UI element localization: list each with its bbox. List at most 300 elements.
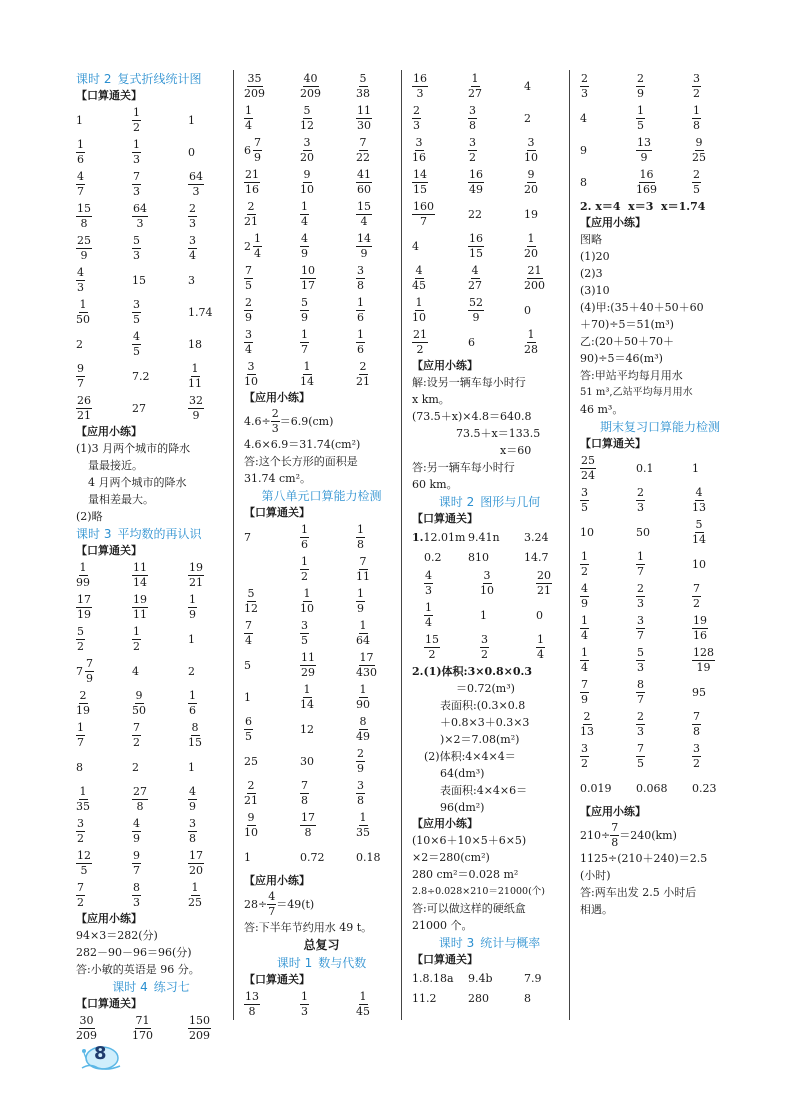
grid-item [188,1012,234,1044]
grid-item: 0 [536,608,543,622]
application-label: 【应用小练】 [412,359,478,372]
grid-item: 18 [188,337,202,351]
fraction: $\frac{1}{5}$ [637,103,644,132]
fraction: $\frac{7}{8}$ [693,709,700,738]
grid-item [244,166,300,198]
fraction: $\frac{1}{4}$ [254,231,261,260]
grid-item [580,612,636,644]
grid-item [244,134,300,166]
fraction: $\frac{1}{6}$ [357,327,364,356]
oral-label: 【口算通关】 [412,512,478,525]
fraction: $\frac{9}{10}$ [300,167,314,196]
application-label: 【应用小练】 [76,912,142,925]
fraction: $\frac{30}{209}$ [76,1013,97,1042]
answer-line: x km。 [412,393,450,406]
answer-line: 90)÷5＝46(m³) [580,352,663,365]
fraction: $\frac{1}{2}$ [301,554,308,583]
answer-line: 64(dm³) [440,767,485,780]
grid-item [692,612,738,644]
mixed-number: 7 $\frac{7}{9}$ [76,656,93,685]
lesson-heading: 课时 3 统计与概率 [438,936,541,950]
grid-item [580,548,636,580]
fraction: $\frac{2}{21}$ [356,359,370,388]
fraction: $\frac{2}{9}$ [245,295,252,324]
fraction: $\frac{1}{6}$ [77,137,84,166]
fraction: $\frac{4}{9}$ [301,231,308,260]
page-number: 8 [94,1043,107,1064]
fraction: $\frac{9}{50}$ [132,688,146,717]
grid-item [300,809,356,841]
grid-item [132,328,188,360]
grid-item: 22 [468,207,482,221]
fraction: $\frac{1}{3}$ [301,989,308,1018]
fraction: $\frac{1}{6}$ [189,688,196,717]
mixed-number: 2 $\frac{1}{4}$ [244,231,261,260]
column-1 [70,70,226,1042]
fraction: $\frac{1}{14}$ [300,682,314,711]
grid-item [132,815,188,847]
grid-item: 2 [76,337,83,351]
grid-item [356,166,402,198]
fraction: $\frac{1}{25}$ [188,880,202,909]
answer-line: 答:小敏的英语是 96 分。 [76,963,200,976]
oral-label: 【口算通关】 [76,544,142,557]
grid-item: 0.72 [300,850,325,864]
application-label: 【应用小练】 [412,817,478,830]
answer-grid [412,70,567,358]
fraction: $\frac{21}{200}$ [524,263,545,292]
grid-item: 8 [76,760,83,774]
page-number-badge [78,1041,122,1071]
fraction: $\frac{3}{2}$ [693,741,700,770]
grid-item [524,230,570,262]
fraction: $\frac{41}{60}$ [357,167,371,196]
fraction: $\frac{9}{7}$ [133,848,140,877]
grid-item [580,676,636,708]
fraction: $\frac{4}{3}$ [77,265,84,294]
grid-item: 12 [300,722,314,736]
fraction: $\frac{1}{99}$ [76,560,90,589]
grid-item [468,70,524,102]
grid-item [692,516,738,548]
fraction: $\frac{3}{10}$ [524,135,538,164]
fraction: $\frac{17}{19}$ [77,592,91,621]
grid-item [356,553,402,585]
grid-item [300,326,356,358]
grid-item [300,230,356,262]
answer-line: 2.(1)体积:3×0.8×0.3 [412,665,532,678]
grid-item: 3.24 [524,530,549,544]
grid-item [468,102,524,134]
grid-item: 3 [188,273,195,287]
fraction: $\frac{16}{169}$ [636,167,657,196]
fraction: $\frac{13}{8}$ [245,989,259,1018]
grid-item [76,232,132,264]
fraction: $\frac{7}{11}$ [356,554,370,583]
grid-item: 2 [524,111,531,125]
answer-line: 94×3＝282(分) [76,929,158,942]
answer-line: 答:两车出发 2.5 小时后 [580,886,697,899]
fraction: $\frac{1}{90}$ [356,682,370,711]
grid-item [76,200,132,232]
grid-item: 0.019 [580,781,612,795]
fraction: $\frac{3}{8}$ [189,816,196,845]
fraction: $\frac{3}{5}$ [581,485,588,514]
grid-item [636,740,692,772]
fraction: $\frac{1}{10}$ [300,586,314,615]
answer-line: 表面积:4×4×6＝ [440,784,528,797]
fraction: $\frac{1}{6}$ [301,522,308,551]
answer-line: 答:可以做这样的硬纸盒 [412,902,526,915]
grid-item [300,681,356,713]
answer-line: 1125÷(210＋240)＝2.5 [580,852,708,865]
fraction: $\frac{5}{12}$ [300,103,314,132]
grid-item [76,392,132,424]
column-3 [401,70,567,1020]
grid-item: 1 [692,461,699,475]
grid-item [356,585,402,617]
fraction: $\frac{7}{22}$ [356,135,370,164]
fraction: $\frac{4}{5}$ [133,329,140,358]
fraction: $\frac{3}{2}$ [581,741,588,770]
grid-item: 5 [244,658,251,672]
fraction: $\frac{5}{38}$ [356,71,370,100]
grid-item [356,988,402,1020]
fraction: $\frac{7}{5}$ [637,741,644,770]
answer-line: 4 月两个城市的降水 [88,476,187,489]
grid-item [468,294,524,326]
answer-line: (4)甲:(35＋40＋50＋60 [580,301,704,314]
grid-item [580,644,636,676]
grid-item: 0.1 [636,461,654,475]
grid-item [244,809,300,841]
grid-item [468,262,524,294]
grid-item: 7.9 [524,971,542,985]
fraction: $\frac{2}{3}$ [271,406,279,435]
grid-item [76,655,132,687]
fraction: $\frac{17}{20}$ [189,848,203,877]
grid-item [76,168,132,200]
grid-item [244,617,300,649]
fraction: $\frac{9}{25}$ [692,135,706,164]
grid-item [580,452,636,484]
grid-item [412,70,468,102]
grid-item: 0 [188,145,195,159]
grid-item [524,326,570,358]
fraction: $\frac{52}{9}$ [469,295,483,324]
fraction: $\frac{16}{15}$ [469,231,483,260]
grid-item: 1. 12.01m [412,530,466,544]
grid-item: 9 [580,143,587,157]
fraction: $\frac{12}{5}$ [77,848,91,877]
fraction: $\frac{2}{21}$ [244,778,258,807]
grid-item [356,326,402,358]
grid-item [636,676,692,708]
grid-item [300,521,356,553]
grid-item [300,166,356,198]
fraction: $\frac{7}{8}$ [611,820,619,849]
answer-line: (1)20 [580,250,610,263]
grid-item [188,783,234,815]
grid-item [636,612,692,644]
grid-item: 4 [132,664,139,678]
unit-heading: 第八单元口算能力检测 [261,489,382,503]
grid-item: 810 [468,550,489,564]
fraction: $\frac{7}{9}$ [254,135,261,164]
grid-item [244,585,300,617]
fraction: $\frac{1}{10}$ [412,295,426,324]
answer-line: 图略 [580,233,602,246]
answer-grid [76,559,226,911]
grid-item: 27 [132,401,146,415]
answer-line: ＋70)÷5＝51(m³) [580,318,674,331]
grid-item: 10 [692,557,706,571]
fraction: $\frac{3}{5}$ [133,297,140,326]
fraction: $\frac{2}{3}$ [637,581,644,610]
grid-item [356,681,402,713]
grid-item [188,815,234,847]
grid-item [244,358,300,390]
fraction: $\frac{15}{4}$ [357,199,371,228]
grid-item [76,296,132,328]
fraction: $\frac{6}{5}$ [245,714,252,743]
grid-item [524,134,570,166]
grid-item [132,623,188,655]
fraction: $\frac{13}{9}$ [637,135,651,164]
grid-item [636,70,692,102]
fraction: $\frac{14}{9}$ [357,231,371,260]
fraction: $\frac{1}{27}$ [468,71,482,100]
answer-line: (3)10 [580,284,610,297]
fraction: $\frac{3}{8}$ [469,103,476,132]
grid-item [412,294,468,326]
fraction: $\frac{1}{4}$ [581,645,588,674]
fraction: $\frac{7}{2}$ [77,880,84,909]
grid-item [480,567,536,599]
grid-item: 1 [76,113,83,127]
answer-grid [412,567,567,663]
grid-item [76,623,132,655]
grid-item [692,134,738,166]
grid-item [300,358,356,390]
fraction: $\frac{1}{8}$ [693,103,700,132]
grid-item [356,358,402,390]
grid-item [244,262,300,294]
fraction: $\frac{3}{10}$ [244,359,258,388]
fraction: $\frac{7}{8}$ [301,778,308,807]
grid-item: 1 [188,632,195,646]
fraction: $\frac{11}{30}$ [357,103,371,132]
answer-line: )×2＝7.08(m²) [440,733,520,746]
grid-item [132,200,188,232]
fraction: $\frac{2}{5}$ [693,167,700,196]
grid-item: 0.18 [356,850,381,864]
application-label: 【应用小练】 [580,805,646,818]
fraction: $\frac{2}{3}$ [189,201,196,230]
lesson-heading: 课时 4 练习七 [112,980,190,994]
answer-line: 28÷ $\frac{4}{7}$ ＝49(t) [244,889,315,918]
fraction: $\frac{64}{3}$ [189,169,203,198]
fraction: $\frac{1}{9}$ [189,592,196,621]
fraction: $\frac{3}{8}$ [357,778,364,807]
grid-item [692,166,738,198]
answer-line: (2)体积:4×4×4＝ [424,750,516,763]
grid-item [244,988,300,1020]
fraction: $\frac{8}{15}$ [188,720,202,749]
grid-item: 4 [580,111,587,125]
grid-item [692,70,738,102]
grid-item [76,591,132,623]
grid-item [580,708,636,740]
grid-item: 15 [132,273,146,287]
fraction: $\frac{7}{2}$ [133,720,140,749]
fraction: $\frac{1}{20}$ [524,231,538,260]
answer-line: ＋0.8×3＋0.3×3 [440,716,530,729]
fraction: $\frac{19}{11}$ [133,592,147,621]
fraction: $\frac{1}{2}$ [133,624,140,653]
fraction: $\frac{9}{20}$ [524,167,538,196]
grid-item [188,847,234,879]
answer-grid [76,104,226,424]
grid-item [356,262,402,294]
grid-item [356,617,402,649]
grid-item [692,644,738,676]
grid-item [412,326,468,358]
fraction: $\frac{1}{8}$ [357,522,364,551]
fraction: $\frac{26}{21}$ [77,393,91,422]
answer-line: 答:这个长方形的面积是 [244,455,358,468]
fraction: $\frac{3}{2}$ [77,816,84,845]
fraction: $\frac{1}{4}$ [301,199,308,228]
grid-item [244,326,300,358]
grid-item [356,294,402,326]
grid-item [132,136,188,168]
fraction: $\frac{8}{3}$ [133,880,140,909]
grid-item [356,521,402,553]
grid-item [188,168,234,200]
grid-item [76,783,132,815]
grid-item: 1 [188,113,195,127]
grid-item [636,484,692,516]
answer-line: 答:下半年节约用水 49 t。 [244,921,373,934]
answer-line: 乙:(20＋50＋70＋ [580,335,674,348]
fraction: $\frac{32}{9}$ [189,393,203,422]
fraction: $\frac{1}{7}$ [77,720,84,749]
fraction: $\frac{2}{19}$ [76,688,90,717]
fraction: $\frac{3}{2}$ [481,632,488,661]
fraction: $\frac{19}{16}$ [693,613,707,642]
answer-line: (2)略 [76,510,103,523]
fraction: $\frac{3}{2}$ [693,71,700,100]
fraction: $\frac{5}{9}$ [301,295,308,324]
grid-item [132,879,188,911]
fraction: $\frac{19}{21}$ [189,560,203,589]
fraction: $\frac{16}{49}$ [469,167,483,196]
grid-item [300,198,356,230]
answer-grid [244,521,399,873]
fraction: $\frac{4}{45}$ [412,263,426,292]
answer-line: 282－90－96＝96(分) [76,946,192,959]
answer-grid [580,70,740,198]
grid-item [356,70,402,102]
mixed-number: 6 $\frac{7}{9}$ [244,135,261,164]
fraction: $\frac{1}{4}$ [245,103,252,132]
grid-item: 30 [300,754,314,768]
fraction: $\frac{3}{2}$ [469,135,476,164]
answer-line: ×2＝280(cm²) [412,851,490,864]
grid-item [132,232,188,264]
fraction: $\frac{64}{3}$ [133,201,147,230]
fraction: $\frac{5}{3}$ [637,645,644,674]
fraction: $\frac{71}{170}$ [132,1013,153,1042]
grid-item [356,713,402,745]
answer-grid [412,968,567,1008]
application-label: 【应用小练】 [244,391,310,404]
fraction: $\frac{4}{27}$ [468,263,482,292]
fraction: $\frac{4}{3}$ [425,568,432,597]
fraction: $\frac{11}{29}$ [301,650,315,679]
answer-line: (1)3 月两个城市的降水 [76,442,191,455]
fraction: $\frac{2}{13}$ [580,709,594,738]
grid-item [244,777,300,809]
fraction: $\frac{3}{8}$ [357,263,364,292]
fraction: $\frac{1}{64}$ [356,618,370,647]
grid-item [132,687,188,719]
fraction: $\frac{1}{6}$ [357,295,364,324]
grid-item [132,1012,188,1044]
grid-item [244,230,300,262]
fraction: $\frac{35}{209}$ [244,71,265,100]
fraction: $\frac{5}{2}$ [77,624,84,653]
fraction: $\frac{3}{4}$ [189,233,196,262]
fraction: $\frac{4}{9}$ [581,581,588,610]
answer-line: x＝60 [500,444,532,457]
fraction: $\frac{1}{7}$ [637,549,644,578]
fraction: $\frac{5}{3}$ [133,233,140,262]
oral-label: 【口算通关】 [76,997,142,1010]
grid-item [424,631,480,663]
fraction: $\frac{15}{2}$ [425,632,439,661]
fraction: $\frac{2}{3}$ [637,485,644,514]
grid-item [356,134,402,166]
answer-line: 量相差最大。 [88,493,154,506]
grid-item: 8 [524,991,531,1005]
fraction: $\frac{128}{19}$ [693,645,714,674]
fraction: $\frac{1}{35}$ [356,810,370,839]
grid-item [300,617,356,649]
grid-item: 280 [468,991,489,1005]
grid-item: 1.8.18a [412,971,454,985]
grid-item [300,294,356,326]
fraction: $\frac{17}{8}$ [301,810,315,839]
grid-item [692,102,738,134]
answer-line: (小时) [580,869,611,882]
answer-line: ＝0.72(m³) [456,682,515,695]
grid-item [76,719,132,751]
fraction: $\frac{16}{3}$ [413,71,427,100]
fraction: $\frac{1}{3}$ [133,137,140,166]
grid-item [132,296,188,328]
fraction: $\frac{8}{7}$ [637,677,644,706]
grid-item [468,166,524,198]
grid-item [480,631,536,663]
grid-item [424,599,480,631]
fraction: $\frac{1}{14}$ [300,359,314,388]
fraction: $\frac{27}{8}$ [133,784,147,813]
answer-line: 答:甲站平均每月用水 [580,369,683,382]
grid-item: 11.2 [412,991,437,1005]
grid-item [76,360,132,392]
